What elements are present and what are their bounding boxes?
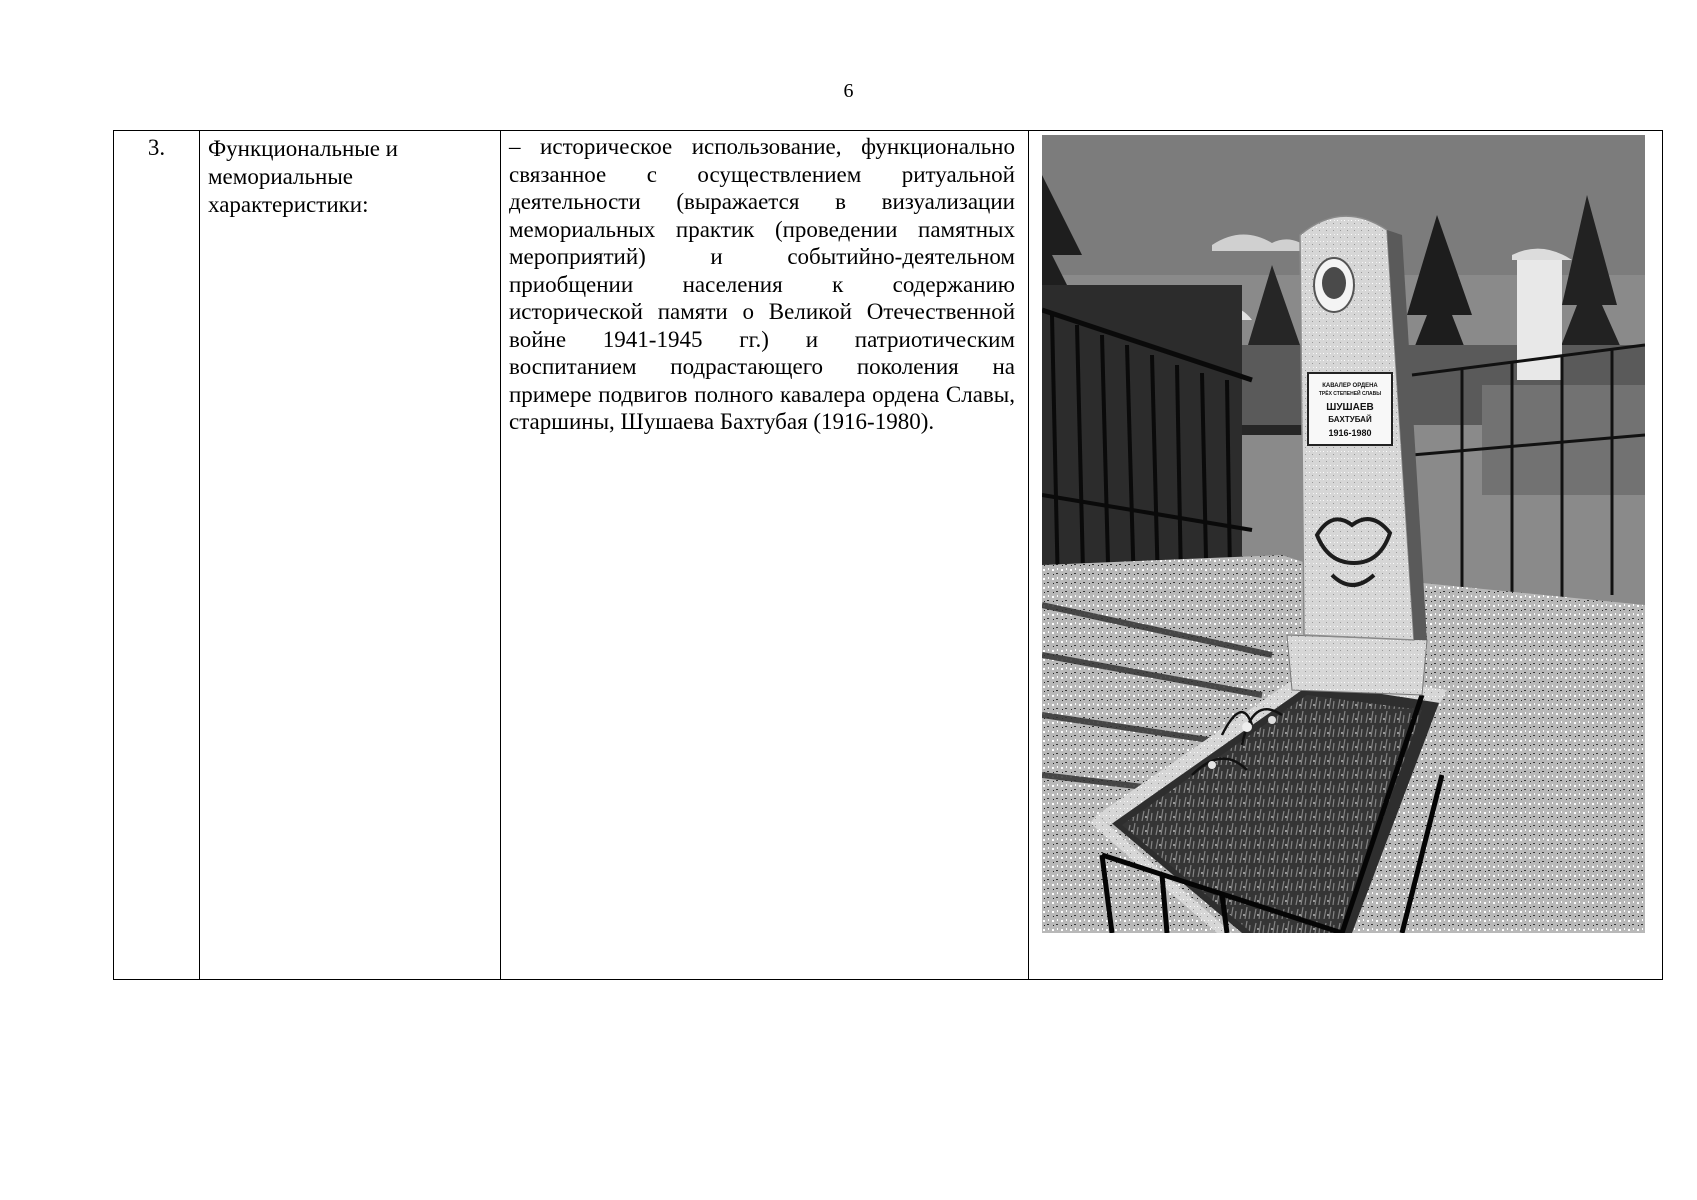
row-label: Функциональные и мемориальные характеристики: — [200, 131, 501, 980]
row-number: 3. — [114, 131, 200, 980]
plaque-surname: ШУШАЕВ — [1326, 402, 1374, 413]
plaque-line-1: КАВАЛЕР ОРДЕНА — [1322, 383, 1378, 389]
characteristics-table — [113, 130, 1663, 980]
plaque-years: 1916-1980 — [1328, 428, 1372, 438]
page-number: 6 — [843, 80, 854, 102]
photo-cell — [1029, 131, 1663, 980]
table-row — [114, 131, 1663, 980]
row-description: – историческое использование, функционально связанное с осуществлением ритуальной деятельности (выражается в визуализации мемориальных практик (проведении памятных мероприятий) и событийно-деятельном приобщении населения к содержанию исторической памяти о Великой Отечественной войне 1941-1945 гг.) и патриотическим воспитанием подрастающего поколения на примере подвигов полного кавалера ордена Славы, старшины, Шушаева Бахтубая (1916-1980). — [501, 131, 1029, 980]
plaque-line-2: ТРЁХ СТЕПЕНЕЙ СЛАВЫ — [1318, 391, 1382, 397]
memorial-photo — [1042, 135, 1645, 933]
plaque-name: БАХТУБАЙ — [1328, 415, 1372, 424]
